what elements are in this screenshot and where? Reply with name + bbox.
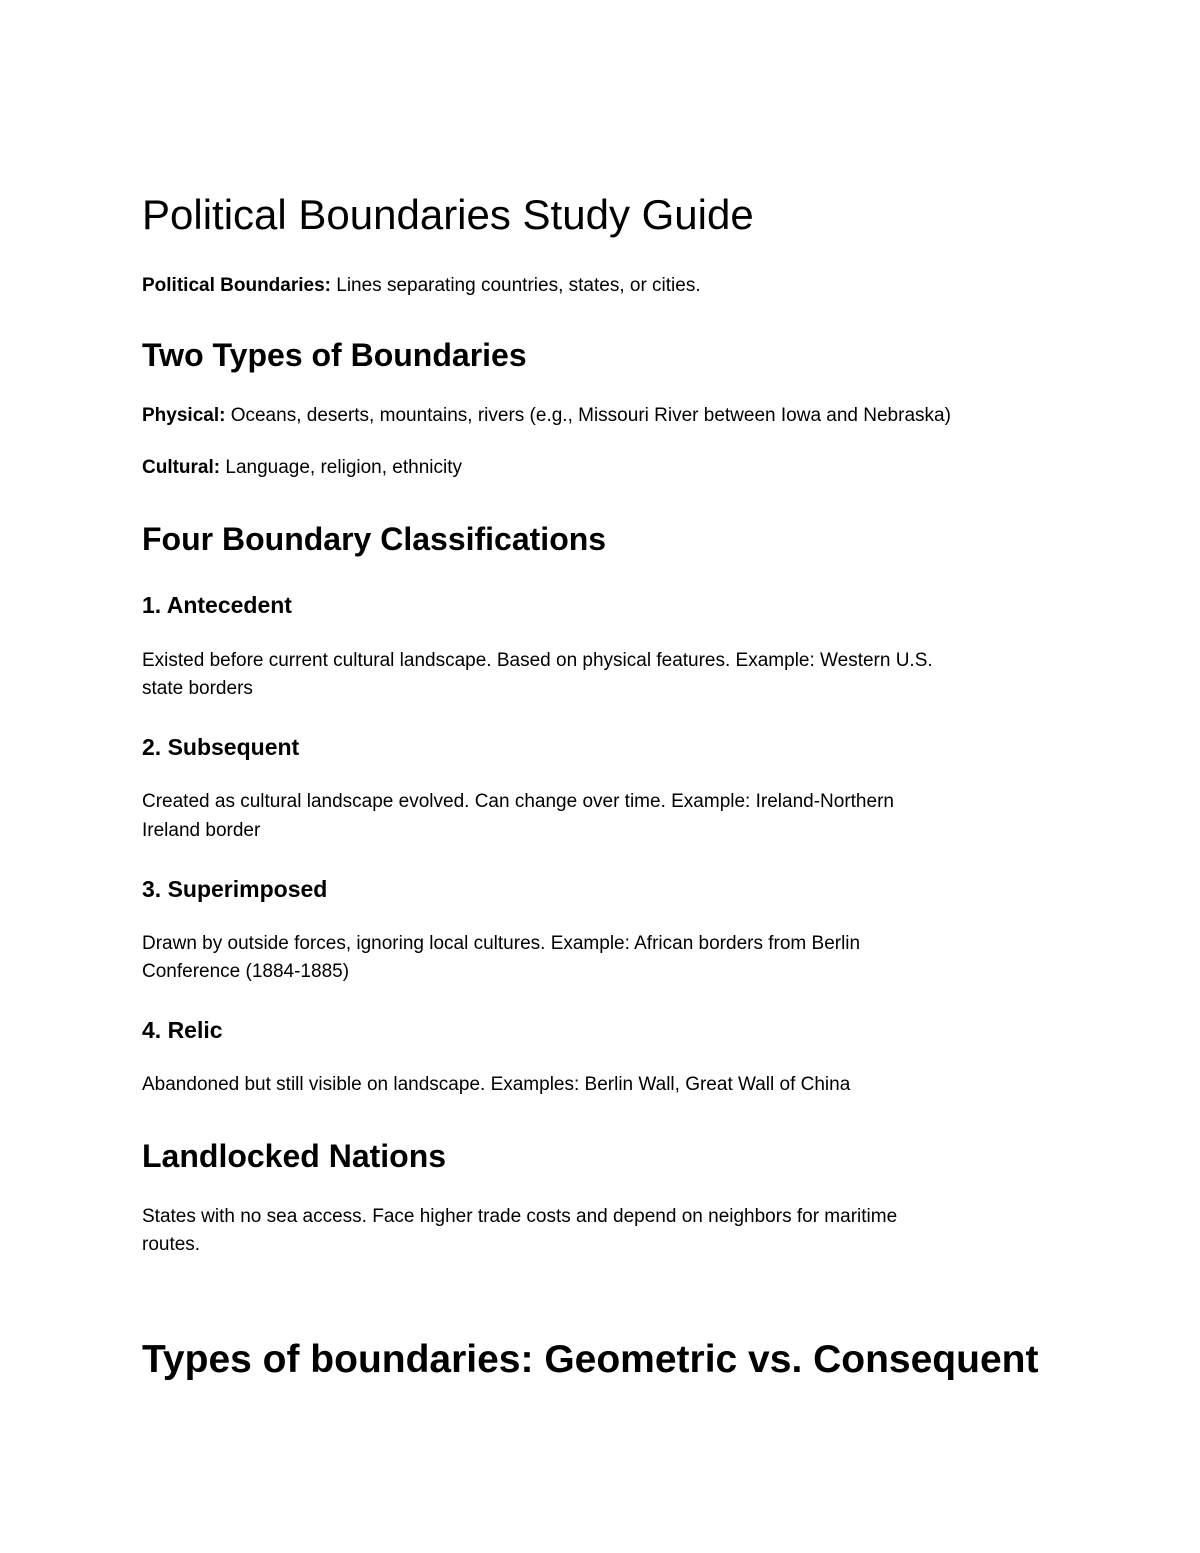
landlocked-text-line: States with no sea access. Face higher trade costs and depend on neighbors for maritime xyxy=(142,1206,898,1227)
classification-text-line: Abandoned but still visible on landscape. Examples: Berlin Wall, Great Wall of China xyxy=(142,1074,851,1095)
definition-text: Lines separating countries, states, or cities. xyxy=(330,275,701,296)
classification-heading: 4. Relic xyxy=(142,1017,223,1043)
definition-term: Physical: xyxy=(142,405,226,426)
definition-physical xyxy=(142,402,951,430)
classification-text-line: Created as cultural landscape evolved. Can change over time. Example: Ireland-Northern xyxy=(142,791,894,812)
definition-text: Language, religion, ethnicity xyxy=(220,457,462,478)
section-heading-four-classifications: Four Boundary Classifications xyxy=(142,521,607,557)
section-heading-geometric-vs-consequent: Types of boundaries: Geometric vs. Consequent xyxy=(142,1338,1039,1381)
classification-text-line: Ireland border xyxy=(142,820,261,841)
classification-text-line: Drawn by outside forces, ignoring local cultures. Example: African borders from Berlin xyxy=(142,933,861,954)
definition-cultural xyxy=(142,454,462,482)
classification-heading: 3. Superimposed xyxy=(142,876,328,902)
section-heading-two-types: Two Types of Boundaries xyxy=(142,337,527,373)
definition-term: Cultural: xyxy=(142,457,221,478)
classification-text-line: state borders xyxy=(142,678,253,699)
classification-text-line: Existed before current cultural landscape. Based on physical features. Example: Western U.S. xyxy=(142,650,933,671)
definition-term: Political Boundaries: xyxy=(142,275,331,296)
page-title: Political Boundaries Study Guide xyxy=(142,191,754,238)
landlocked-text-line: routes. xyxy=(142,1234,201,1255)
definition-political-boundaries xyxy=(142,272,701,300)
definition-text: Oceans, deserts, mountains, rivers (e.g., Missouri River between Iowa and Nebraska) xyxy=(225,405,951,426)
section-heading-landlocked: Landlocked Nations xyxy=(142,1138,447,1174)
classification-text-line: Conference (1884-1885) xyxy=(142,961,350,982)
classification-heading: 2. Subsequent xyxy=(142,734,300,760)
classification-heading: 1. Antecedent xyxy=(142,592,292,618)
